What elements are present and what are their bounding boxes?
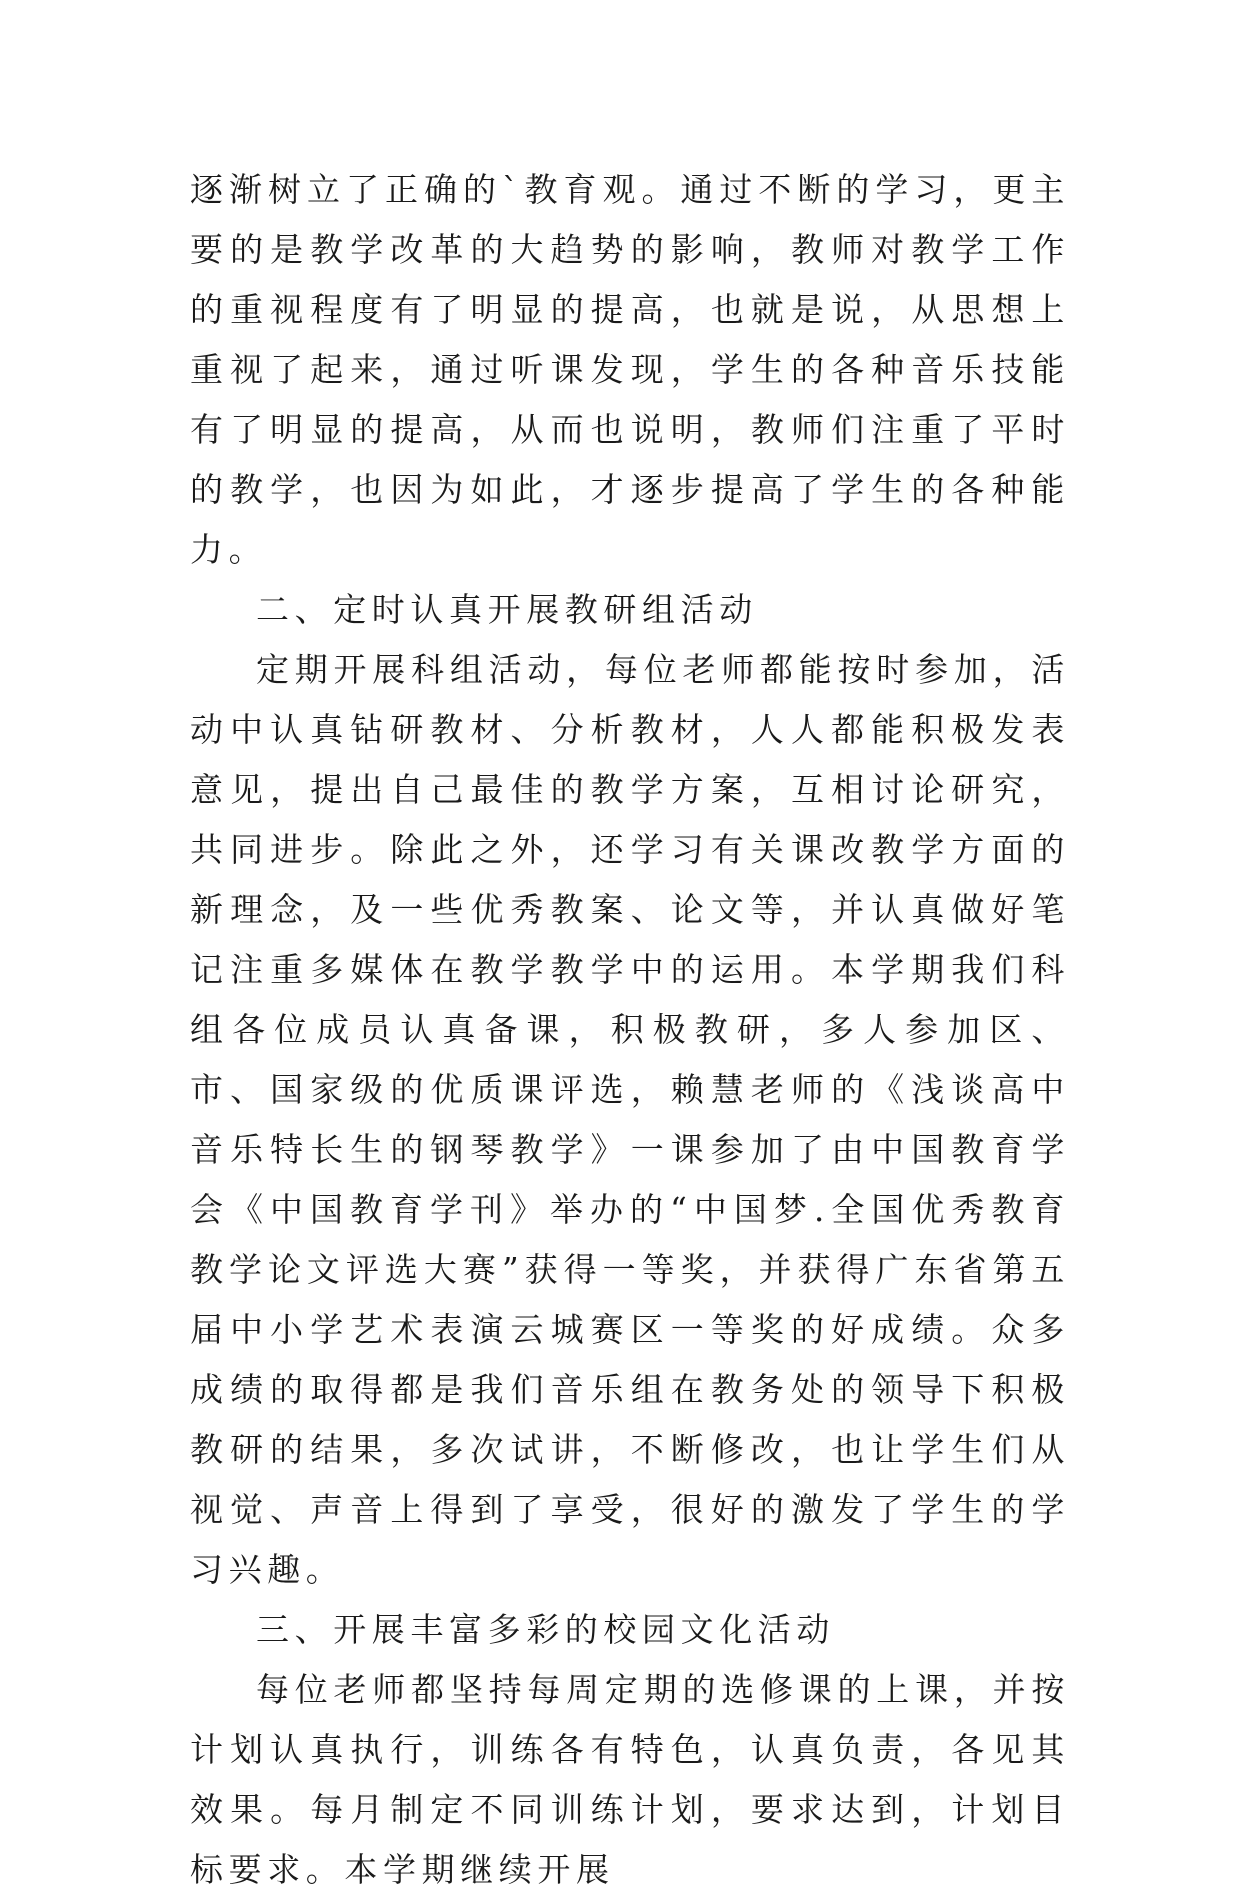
document-body (190, 160, 1070, 1900)
section-heading-3: 三、开展丰富多彩的校园文化活动 (256, 1610, 835, 1649)
body-paragraph: 定期开展科组活动，每位老师都能按时参加，活动中认真钻研教材、分析教材，人人都能积极发表意见，提出自己最佳的教学方案，互相讨论研究，共同进步。除此之外，还学习有关课改教学方面的新理念，及一些优秀教案、论文等，并认真做好笔记注重多媒体在教学教学中的运用。本学期我们科组各位成员认真备课，积极教研，多人参加区、市、国家级的优质课评选，赖慧老师的《浅谈高中音乐特长生的钢琴教学》一课参加了由中国教育学会《中国教育学刊》举办的“中国梦.全国优秀教育教学论文评选大赛”获得一等奖，并获得广东省第五届中小学艺术表演云城赛区一等奖的好成绩。众多成绩的取得都是我们音乐组在教务处的领导下积极教研的结果，多次试讲，不断修改，也让学生们从视觉、声音上得到了享受，很好的激发了学生的学习兴趣。 (190, 650, 1070, 1589)
body-paragraph: 逐渐树立了正确的`教育观。通过不断的学习，更主要的是教学改革的大趋势的影响，教师对教学工作的重视程度有了明显的提高，也就是说，从思想上重视了起来，通过听课发现，学生的各种音乐技能有了明显的提高，从而也说明，教师们注重了平时的教学，也因为如此，才逐步提高了学生的各种能力。 (190, 170, 1070, 569)
body-paragraph: 每位老师都坚持每周定期的选修课的上课，并按计划认真执行，训练各有特色，认真负责，各见其效果。每月制定不同训练计划，要求达到，计划目标要求。本学期继续开展 (190, 1670, 1070, 1889)
section-heading-2: 二、定时认真开展教研组活动 (256, 590, 758, 629)
